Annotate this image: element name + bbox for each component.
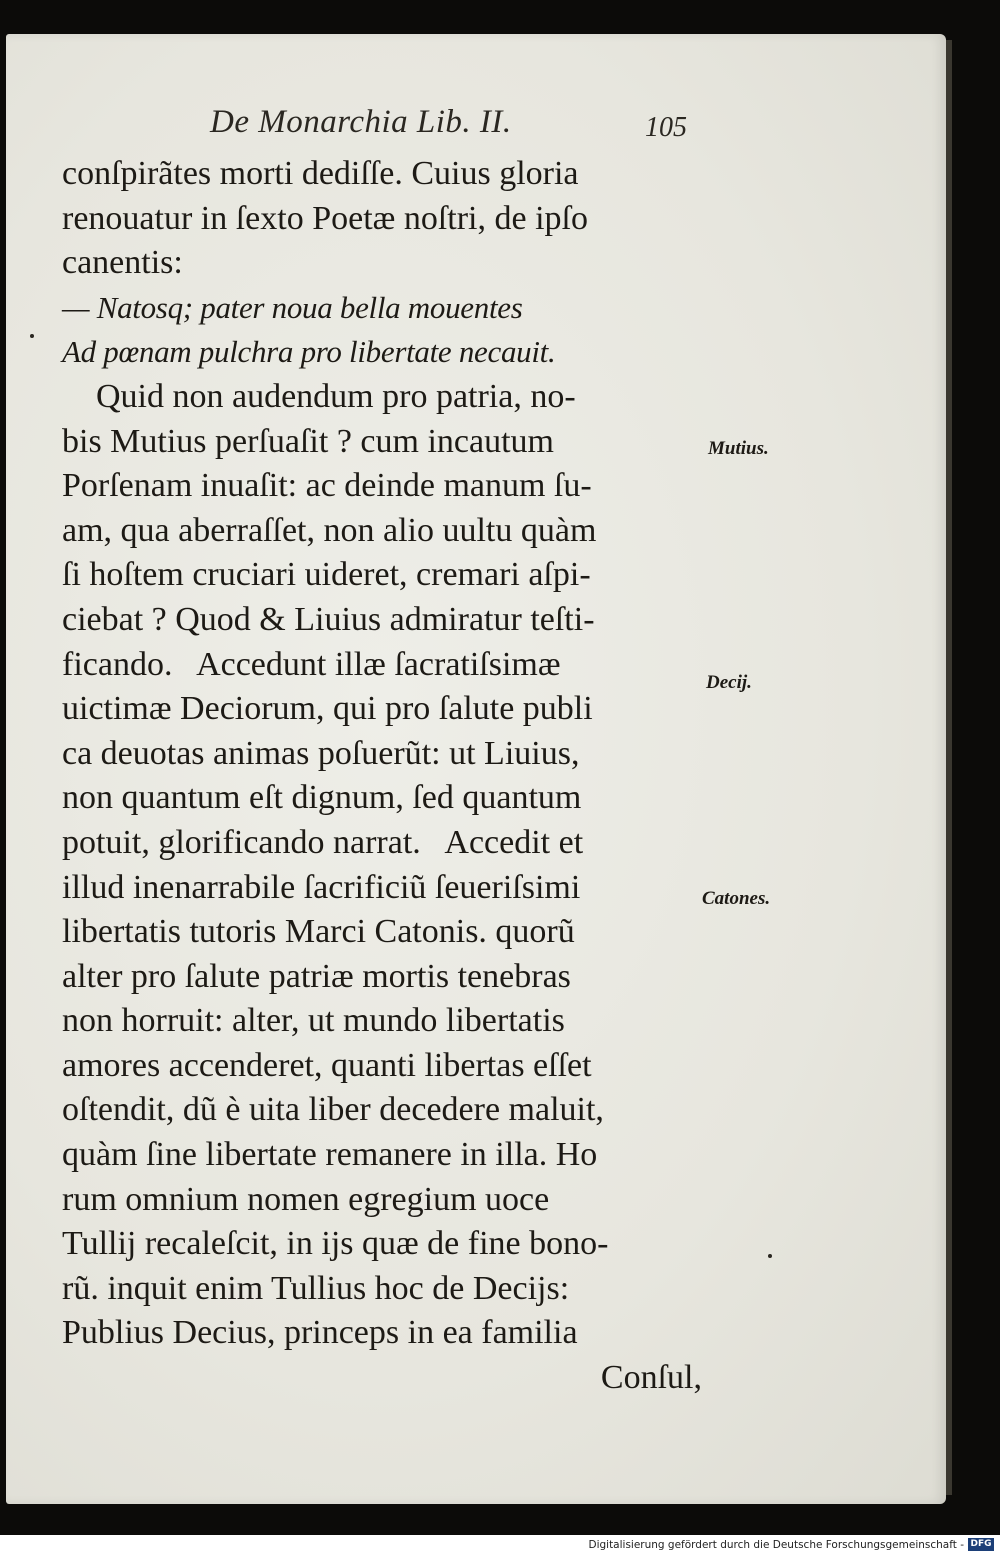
text-line: Publius Decius, princeps in ea familia	[62, 1314, 578, 1352]
text-line: amores accenderet, quanti libertas eſſet	[62, 1046, 592, 1084]
text-line: oſtendit, dũ è uita liber decedere maluit,	[62, 1091, 604, 1129]
text-line: potuit, glorificando narrat. Accedit et	[62, 823, 584, 861]
running-title: De Monarchia Lib. II.	[210, 104, 512, 140]
digitization-credit: Digitalisierung gefördert durch die Deutsche Forschungsgemeinschaft -	[588, 1539, 964, 1551]
verse-line: — Natosq; pater noua bella mouentes	[62, 289, 523, 325]
text-line: ſi hoſtem cruciari uideret, cremari aſpi-	[62, 556, 591, 594]
text-line: ciebat ? Quod & Liuius admiratur teſti-	[62, 600, 595, 638]
text-line: uictimæ Deciorum, qui pro ſalute publi	[62, 690, 593, 728]
page-header	[60, 104, 700, 152]
margin-note-decii: Decij.	[706, 672, 752, 693]
text-line: non quantum eſt dignum, ſed quantum	[62, 779, 582, 817]
main-text	[62, 152, 702, 1401]
text-line: conſpirãtes morti dediſſe. Cuius gloria	[62, 155, 579, 192]
text-line: bis Mutius perſuaſit ? cum incautum	[62, 422, 554, 460]
text-line: quàm ſine libertate remanere in illa. Ho	[62, 1136, 598, 1174]
text-line: libertatis tutoris Marci Catonis. quorũ	[62, 913, 575, 951]
text-line: rũ. inquit enim Tullius hoc de Decijs:	[62, 1269, 570, 1307]
margin-note-catones: Catones.	[702, 888, 771, 909]
text-line: ca deuotas animas poſuerũt: ut Liuius,	[62, 734, 580, 772]
page-number: 105	[645, 112, 687, 143]
text-line: ficando. Accedunt illæ ſacratiſsimæ	[62, 645, 561, 683]
text-line: illud inenarrabile ſacrificiũ ſeueriſsimi	[62, 868, 581, 906]
catchword: Conſul,	[600, 1359, 702, 1397]
page-edge	[946, 40, 952, 1495]
ink-speck	[768, 1254, 772, 1258]
margin-note-mutius: Mutius.	[708, 438, 769, 459]
text-line: Tullij recaleſcit, in ijs quæ de fine bono-	[62, 1225, 609, 1263]
text-line: Porſenam inuaſit: ac deinde manum ſu-	[62, 467, 592, 505]
text-line: Quid non audendum pro patria, no-	[62, 377, 576, 415]
text-line: am, qua aberraſſet, non alio uultu quàm	[62, 511, 597, 549]
ink-speck	[30, 334, 34, 338]
text-line: canentis:	[62, 244, 183, 282]
text-line: non horruit: alter, ut mundo libertatis	[62, 1002, 565, 1040]
text-line: renouatur in ſexto Poetæ noſtri, de ipſo	[62, 199, 588, 237]
dfg-logo: DFG	[968, 1538, 994, 1551]
text-line: alter pro ſalute patriæ mortis tenebras	[62, 957, 571, 995]
verse-line: Ad pœnam pulchra pro libertate necauit.	[62, 334, 556, 370]
text-line: rum omnium nomen egregium uoce	[62, 1180, 550, 1218]
